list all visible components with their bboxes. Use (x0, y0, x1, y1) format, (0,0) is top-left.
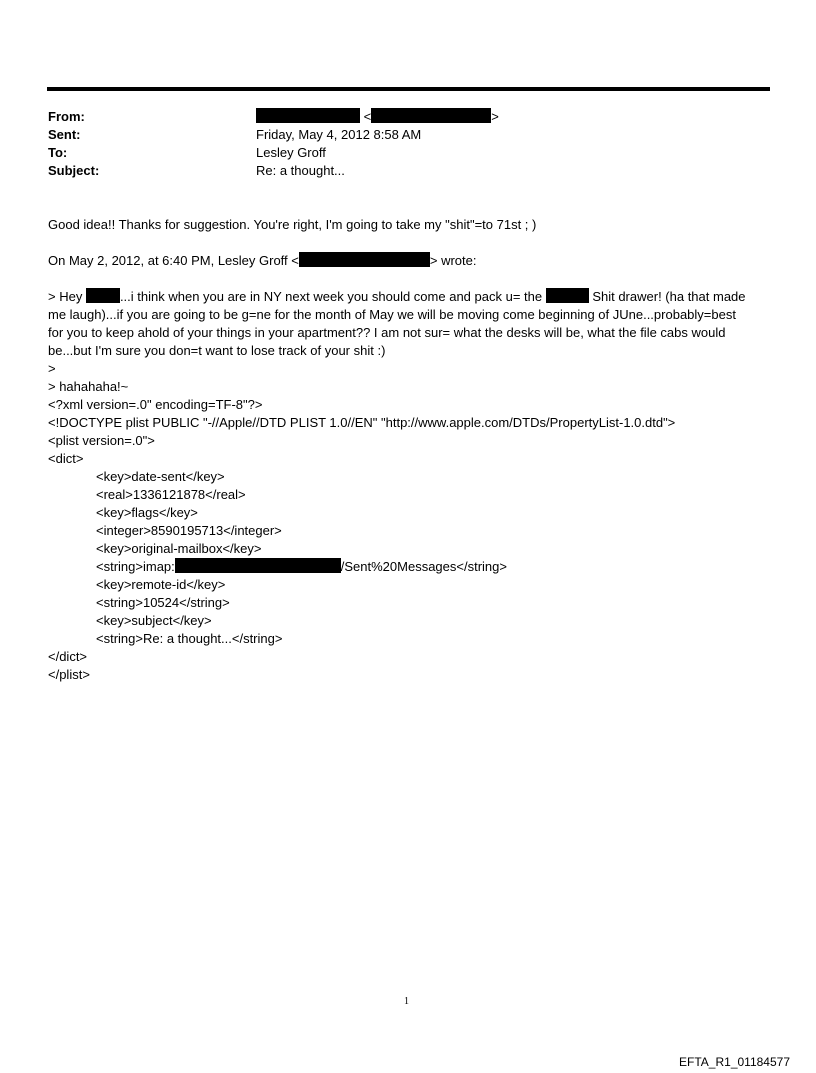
quoted-line-3: for you to keep ahold of your things in your apartment?? I am not sur= what the desks will be, what the file cabs would (48, 325, 726, 340)
plist-line: <key>remote-id</key> (96, 577, 226, 592)
document-id: EFTA_R1_01184577 (679, 1055, 790, 1069)
plist-line: <dict> (48, 451, 84, 466)
quoted-line-1: > Hey ...i think when you are in NY next week you should come and pack u= the Shit drawer! (ha that made (48, 289, 746, 304)
redacted-block (175, 558, 341, 573)
plist-line: <?xml version=.0" encoding=TF-8"?> (48, 397, 263, 412)
plist-line: </plist> (48, 667, 90, 682)
plist-line: <real>1336121878</real> (96, 487, 246, 502)
plist-line: <!DOCTYPE plist PUBLIC "-//Apple//DTD PLIST 1.0//EN" "http://www.apple.com/DTDs/PropertyList-1.0.dtd"> (48, 415, 676, 430)
plist-line: <key>original-mailbox</key> (96, 541, 262, 556)
quoted-line-4: be...but I'm sure you don=t want to lose track of your shit :) (48, 343, 386, 358)
sent-value: Friday, May 4, 2012 8:58 AM (256, 127, 422, 142)
plist-line: <key>date-sent</key> (96, 469, 225, 484)
plist-line: <key>flags</key> (96, 505, 198, 520)
to-value: Lesley Groff (256, 145, 326, 160)
redacted-block (546, 288, 589, 303)
sent-label: Sent: (48, 127, 81, 142)
redacted-block (299, 252, 430, 267)
subject-value: Re: a thought... (256, 163, 345, 178)
plist-line: <string>imap: /Sent%20Messages</string> (96, 559, 507, 574)
quoted-line-5: > (48, 361, 56, 376)
reply-text: Good idea!! Thanks for suggestion. You're right, I'm going to take my "shit"=to 71st ; ) (48, 217, 537, 232)
to-label: To: (48, 145, 68, 160)
plist-line: <plist version=.0"> (48, 433, 155, 448)
from-value: < > (256, 108, 499, 126)
subject-label: Subject: (48, 163, 100, 178)
redacted-block (86, 288, 120, 303)
quote-attribution: On May 2, 2012, at 6:40 PM, Lesley Groff < > wrote: (48, 253, 477, 268)
page-number: 1 (404, 996, 409, 1007)
redacted-block (371, 108, 491, 123)
quoted-line-6: > hahahaha!~ (48, 379, 129, 394)
plist-line: <integer>8590195713</integer> (96, 523, 282, 538)
plist-line: <key>subject</key> (96, 613, 212, 628)
plist-line: </dict> (48, 649, 88, 664)
redacted-block (256, 108, 360, 123)
quoted-line-2: me laugh)...if you are going to be g=ne for the month of May we will be moving come beginning of JUne...probably=best (48, 307, 736, 322)
from-label: From: (48, 109, 85, 124)
plist-line: <string>Re: a thought...</string> (96, 631, 283, 646)
plist-line: <string>10524</string> (96, 595, 230, 610)
header-rule (47, 87, 770, 91)
